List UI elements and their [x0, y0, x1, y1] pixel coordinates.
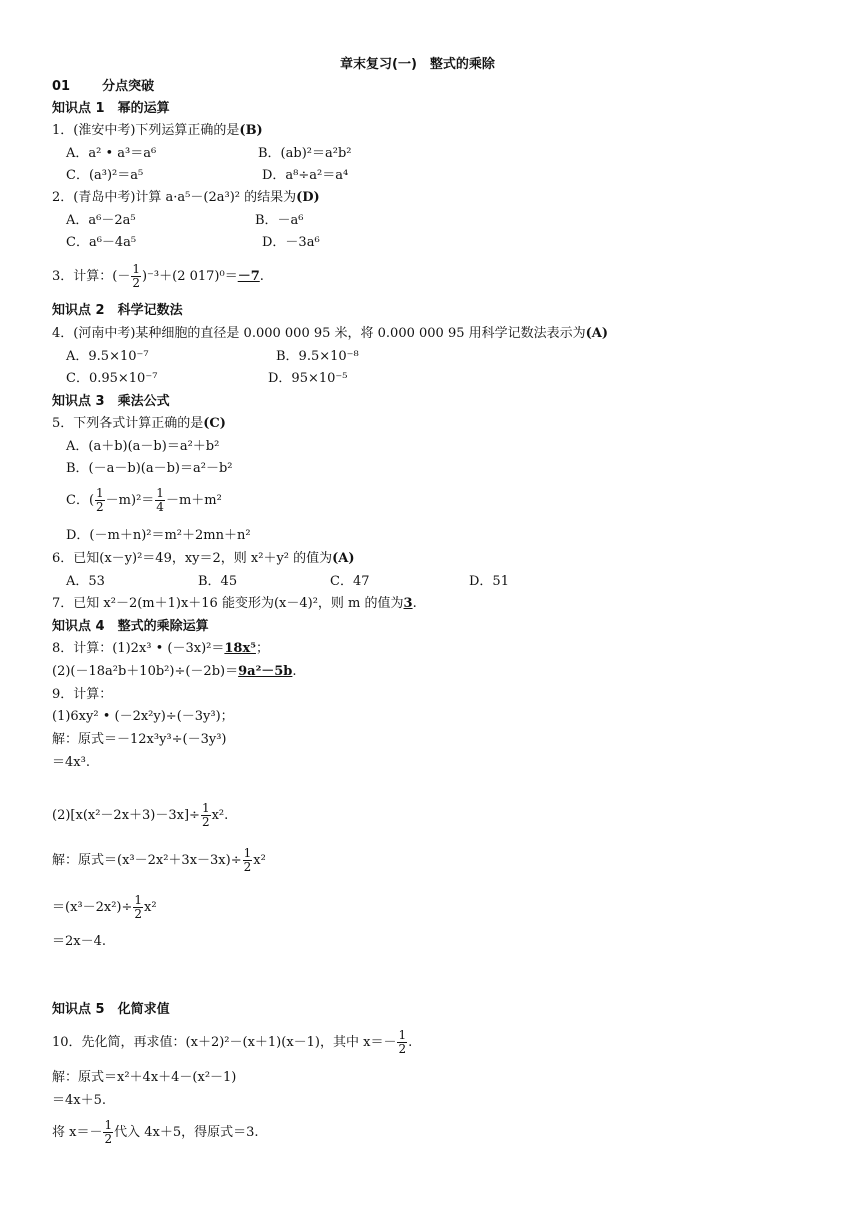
fraction: $\frac{1}{2}$	[132, 262, 140, 290]
question-1-answer: (B)	[239, 123, 263, 138]
question-2-answer: (D)	[296, 190, 320, 205]
knowledge-point-4: 知识点 4 整式的乘除运算	[52, 619, 209, 634]
q1-option-a: A．a² • a³＝a⁶	[66, 146, 157, 161]
q6-option-a: A．53	[66, 574, 105, 589]
q10-solution-line-2: ＝4x＋5.	[52, 1093, 107, 1108]
q4-option-a: A．9.5×10⁻⁷	[66, 349, 149, 364]
q10-solution-line-1: 解：原式＝x²＋4x＋4－(x²－1)	[52, 1070, 237, 1085]
q1-option-d: D．a⁸÷a²＝a⁴	[262, 168, 349, 183]
section-label: 分点突破	[102, 79, 155, 94]
question-3: 3．计算：(－ $\frac{1}{2}$ )⁻³＋(2 017)⁰＝－7.	[52, 262, 264, 290]
question-6-stem: 6．已知(x－y)²＝49，xy＝2，则 x²＋y² 的值为(A)	[52, 551, 355, 566]
q1-option-c: C．(a³)²＝a⁵	[66, 168, 144, 183]
question-3-answer: －7	[237, 269, 260, 284]
section-number: 01	[52, 79, 71, 94]
question-8-answer-2: 9a²－5b	[238, 664, 293, 679]
question-7-answer: 3	[403, 596, 413, 611]
q5-option-d: D．(－m＋n)²＝m²＋2mn＋n²	[66, 528, 251, 543]
q5-option-a: A．(a＋b)(a－b)＝a²＋b²	[66, 439, 220, 454]
q4-option-d: D．95×10⁻⁵	[268, 371, 348, 386]
q9-solution-2-line-1: 解：原式＝(x³－2x²＋3x－3x)÷ $\frac{1}{2}$ x²	[52, 846, 266, 874]
q9-solution-1-line-2: ＝4x³.	[52, 755, 90, 770]
knowledge-point-2: 知识点 2 科学记数法	[52, 303, 183, 318]
fraction: $\frac{1}{4}$	[156, 486, 164, 514]
question-5-answer: (C)	[203, 416, 226, 431]
page-title: 章末复习(一) 整式的乘除	[340, 57, 495, 72]
question-8-part-1: 8．计算：(1)2x³ • (－3x)²＝18x⁵；	[52, 641, 269, 656]
question-1-stem: 1．(淮安中考)下列运算正确的是(B)	[52, 123, 263, 138]
fraction: $\frac{1}{2}$	[398, 1028, 407, 1056]
q1-option-b: B．(ab)²＝a²b²	[258, 146, 352, 161]
question-8-part-2: (2)(－18a²b＋10b²)÷(－2b)＝9a²－5b.	[52, 664, 297, 679]
q5-option-c: C．( $\frac{1}{2}$ －m)²＝ $\frac{1}{4}$ －m＋m²	[66, 486, 222, 514]
question-7: 7．已知 x²－2(m＋1)x＋16 能变形为(x－4)²，则 m 的值为3.	[52, 596, 417, 611]
question-10-stem: 10．先化简，再求值：(x＋2)²－(x＋1)(x－1)，其中 x＝－ $\frac{1}{2}$ .	[52, 1028, 413, 1056]
fraction: $\frac{1}{2}$	[104, 1118, 113, 1146]
q4-option-c: C．0.95×10⁻⁷	[66, 371, 158, 386]
knowledge-point-3: 知识点 3 乘法公式	[52, 394, 170, 409]
q6-option-c: C．47	[330, 574, 370, 589]
q2-option-c: C．a⁶－4a⁵	[66, 235, 137, 250]
knowledge-point-1: 知识点 1 幂的运算	[52, 101, 170, 116]
question-9-stem: 9．计算：	[52, 687, 113, 702]
question-4-answer: (A)	[585, 326, 609, 341]
question-8-answer-1: 18x⁵	[224, 641, 256, 656]
question-5-stem: 5．下列各式计算正确的是(C)	[52, 416, 226, 431]
q2-option-d: D．－3a⁶	[262, 235, 320, 250]
q10-solution-line-3: 将 x＝－ $\frac{1}{2}$ 代入 4x＋5，得原式＝3.	[52, 1118, 259, 1146]
q9-solution-2-line-2: ＝(x³－2x²)÷ $\frac{1}{2}$ x²	[52, 893, 157, 921]
section-heading	[52, 79, 154, 95]
fraction: $\frac{1}{2}$	[243, 846, 252, 874]
q2-option-a: A．a⁶－2a⁵	[66, 213, 136, 228]
fraction: $\frac{1}{2}$	[96, 486, 104, 514]
fraction: $\frac{1}{2}$	[134, 893, 143, 921]
fraction: $\frac{1}{2}$	[201, 801, 210, 829]
q2-option-b: B．－a⁶	[255, 213, 304, 228]
q9-solution-2-line-3: ＝2x－4.	[52, 934, 107, 949]
question-2-stem: 2．(青岛中考)计算 a·a⁵－(2a³)² 的结果为(D)	[52, 190, 320, 205]
q4-option-b: B．9.5×10⁻⁸	[276, 349, 359, 364]
question-6-answer: (A)	[332, 551, 355, 566]
question-9-part-1: (1)6xy² • (－2x²y)÷(－3y³)；	[52, 709, 234, 724]
q6-option-d: D．51	[469, 574, 509, 589]
q6-option-b: B．45	[198, 574, 238, 589]
q9-solution-1-line-1: 解：原式＝－12x³y³÷(－3y³)	[52, 732, 227, 747]
question-4-stem: 4．(河南中考)某种细胞的直径是 0.000 000 95 米，将 0.000 000 95 用科学记数法表示为(A)	[52, 326, 609, 341]
knowledge-point-5: 知识点 5 化简求值	[52, 1002, 170, 1017]
question-9-part-2: (2)[x(x²－2x＋3)－3x]÷ $\frac{1}{2}$ x².	[52, 801, 229, 829]
q5-option-b: B．(－a－b)(a－b)＝a²－b²	[66, 461, 233, 476]
